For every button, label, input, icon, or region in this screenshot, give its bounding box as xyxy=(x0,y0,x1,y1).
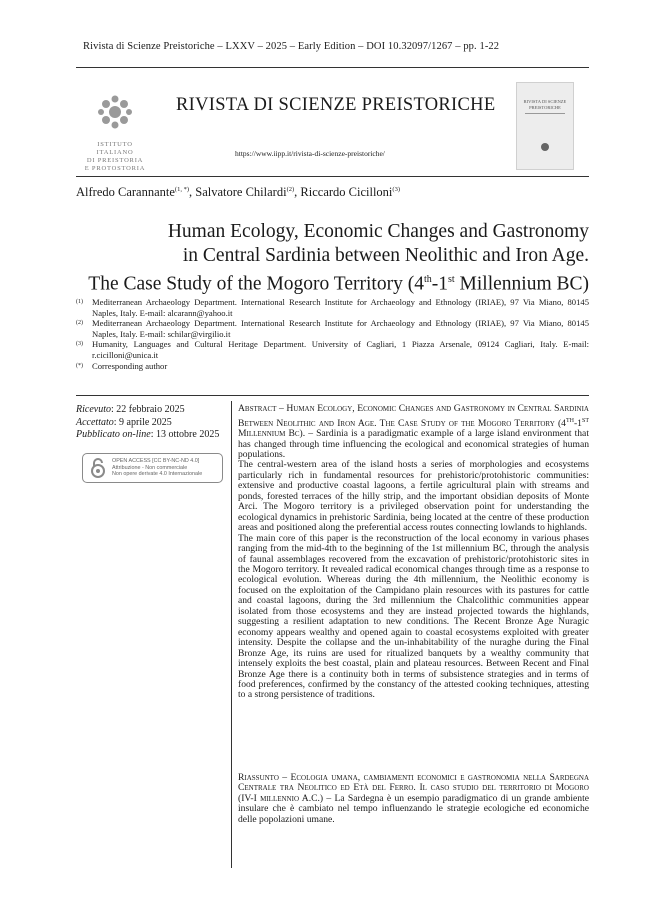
affiliation-item xyxy=(76,297,589,318)
license-line-3: Non opere derivate 4.0 Internazionale xyxy=(112,471,203,478)
author-separator: , xyxy=(189,185,196,199)
open-access-badge[interactable] xyxy=(82,453,223,483)
publication-dates xyxy=(76,404,226,442)
affiliation-item xyxy=(76,339,589,360)
online-date: Pubblicato on-line: 13 ottobre 2025 xyxy=(76,429,220,440)
affiliations-rule xyxy=(76,395,589,396)
cover-title: RIVISTA DI SCIENZE PREISTORICHE xyxy=(523,99,567,110)
header-rule-bottom xyxy=(76,176,589,177)
cover-rule xyxy=(525,113,565,114)
affiliation-mark: (*) xyxy=(76,362,83,369)
journal-url[interactable]: https://www.iipp.it/rivista-di-scienze-preistoriche/ xyxy=(235,149,385,158)
abstract-paragraph-3: The main core of this paper is the reconstruction of the local economy in various phases ranging from the mid-4th to the beginning of the 1st millennium BC, through the analysis of faunal assemblages recovered from the excavation of prehistoric/protohistoric sites in the Mogoro territory. It revealed radical economical changes through time as a response to ecological evolution. Whereas during the 4th millennium, the Neolithic economy is focused on the exploitation of the Campidano plain resources with its pastures for cattle and coastal lagoons, during the 3rd millennium the Chalcolithic communities appear isolated from those ecosystems and they are instead projected towards the highlands, suggesting a resilient adaptation to new conditions. The Recent Bronze Age Nuragic economy appears wealthy and opened again to coastal ecosystems exploited with greater intensity. Despite the collapse and the un-inhabitability of the nuraghe during the Final Bronze Age, its ruins are used for ritualized banquets by a wealthy community that intensely exploits the best coastal, plain and plateau resources. Between Recent and Final Bronze Age there is a continuity both in terms of subsistence strategies and in terms of food preferences, confirmed by the constancy of the attested cooking techniques, attesting to a strong persistence of traditions. xyxy=(238,532,589,701)
paper-title xyxy=(88,220,589,297)
journal-cover-thumbnail xyxy=(516,82,574,170)
abstract-paragraph-2: The central-western area of the island hosts a series of morphologies and ecosystems particularly rich in fundamental resources for prehistoric/protohistoric communities: extensive and productive coastal lagoons, a fertile agricultural plain with streams and ponds, forested terraces of the hilly strip, and the important obsidian deposits of Monte Arci. The Mogoro territory is a privileged observation point for understanding the ecological dynamics in prehistoric Sardinia, being located at the centre of these production areas and positioned along the preferential access routes connecting lowlands to highlands. xyxy=(238,459,589,534)
affiliation-mark: (2) xyxy=(76,320,83,327)
title-line-3: The Case Study of the Mogoro Territory (4th-1st Millennium BC) xyxy=(88,273,589,295)
institute-line-1: ISTITUTO ITALIANO xyxy=(96,141,134,156)
riassunto-heading: Riassunto – Ecologia umana, cambiamenti economici e gastronomia nella Sardegna Centrale tra Neolitico ed Età del Ferro. Il caso studio del territorio di Mogoro (IV-I millennio A.C.) xyxy=(238,772,589,804)
riassunto xyxy=(238,773,589,825)
header-rule-top xyxy=(76,67,589,68)
affiliations xyxy=(76,297,589,371)
affiliation-item xyxy=(76,318,589,339)
affiliation-text: Humanity, Languages and Cultural Heritage Department. University of Cagliari, 1 Piazza Arsenale, 09124 Cagliari, Italy. E-mail: r.cicilloni@unica.it xyxy=(92,339,589,360)
abstract xyxy=(238,404,589,701)
affiliation-text: Mediterranean Archaeology Department. International Research Institute for Archaeology and Ethnology (IRIAE), 97 Via Miano, 80145 Naples, Italy. E-mail: alcarann@yahoo.it xyxy=(92,297,589,318)
cover-emblem-icon xyxy=(541,143,549,151)
affiliation-text: Mediterranean Archaeology Department. International Research Institute for Archaeology and Ethnology (IRIAE), 97 Via Miano, 80145 Naples, Italy. E-mail: schilar@virgilio.it xyxy=(92,318,589,339)
column-divider xyxy=(231,401,232,868)
affiliation-mark: (1) xyxy=(76,299,83,305)
author-affil-mark: (1, *) xyxy=(174,185,190,193)
abstract-lead: – Sardinia is a paradigmatic example of a large island environment that has changed through time influencing the ecological and economical strategies of human populations. xyxy=(238,428,589,460)
title-line-1: Human Ecology, Economic Changes and Gastronomy xyxy=(167,221,589,242)
affiliation-mark: (3) xyxy=(76,341,83,348)
institute-line-3: E PROTOSTORIA xyxy=(84,165,146,172)
received-date: Ricevuto: 22 febbraio 2025 xyxy=(76,404,185,415)
institute-logo xyxy=(80,92,150,173)
institute-line-2: DI PREISTORIA xyxy=(86,157,144,164)
author-name: Riccardo Cicilloni xyxy=(300,185,393,199)
license-line-2: Attribuzione - Non commerciale xyxy=(112,464,188,471)
abstract-paragraph-1 xyxy=(238,404,589,460)
riassunto-body: – La Sardegna è un esempio paradigmatico di un grande ambiente insulare che è cambiato nel tempo influenzando le strategie ecologiche ed economiche delle popolazioni umane. xyxy=(238,792,589,825)
journal-title: RIVISTA DI SCIENZE PREISTORICHE xyxy=(176,95,496,115)
accepted-date: Accettato: 9 aprile 2025 xyxy=(76,416,172,428)
riassunto-paragraph xyxy=(238,773,589,825)
affiliation-item xyxy=(76,361,589,372)
author-affil-mark: (2) xyxy=(286,185,295,193)
institute-emblem-icon xyxy=(95,92,135,132)
author-separator: , xyxy=(294,185,301,199)
license-line-1: OPEN ACCESS [CC BY-NC-ND 4.0] xyxy=(112,458,200,465)
author-affil-mark: (3) xyxy=(392,185,400,193)
author-name: Alfredo Carannante xyxy=(76,185,175,199)
affiliation-text: Corresponding author xyxy=(92,360,168,371)
abstract-heading: Abstract – Human Ecology, Economic Changes and Gastronomy in Central Sardinia Between Neolithic and Iron Age. The Case Study of the Mogoro Territory (4th-1st Millennium Bc). xyxy=(238,403,589,440)
open-access-lock-icon xyxy=(87,457,109,479)
author-name: Salvatore Chilardi xyxy=(195,185,287,199)
author-list xyxy=(76,185,400,200)
running-header: Rivista di Scienze Preistoriche – LXXV – 2025 – Early Edition – DOI 10.32097/1267 – pp. 1-22 xyxy=(83,41,500,52)
title-line-2: in Central Sardinia between Neolithic and Iron Age. xyxy=(182,245,589,266)
